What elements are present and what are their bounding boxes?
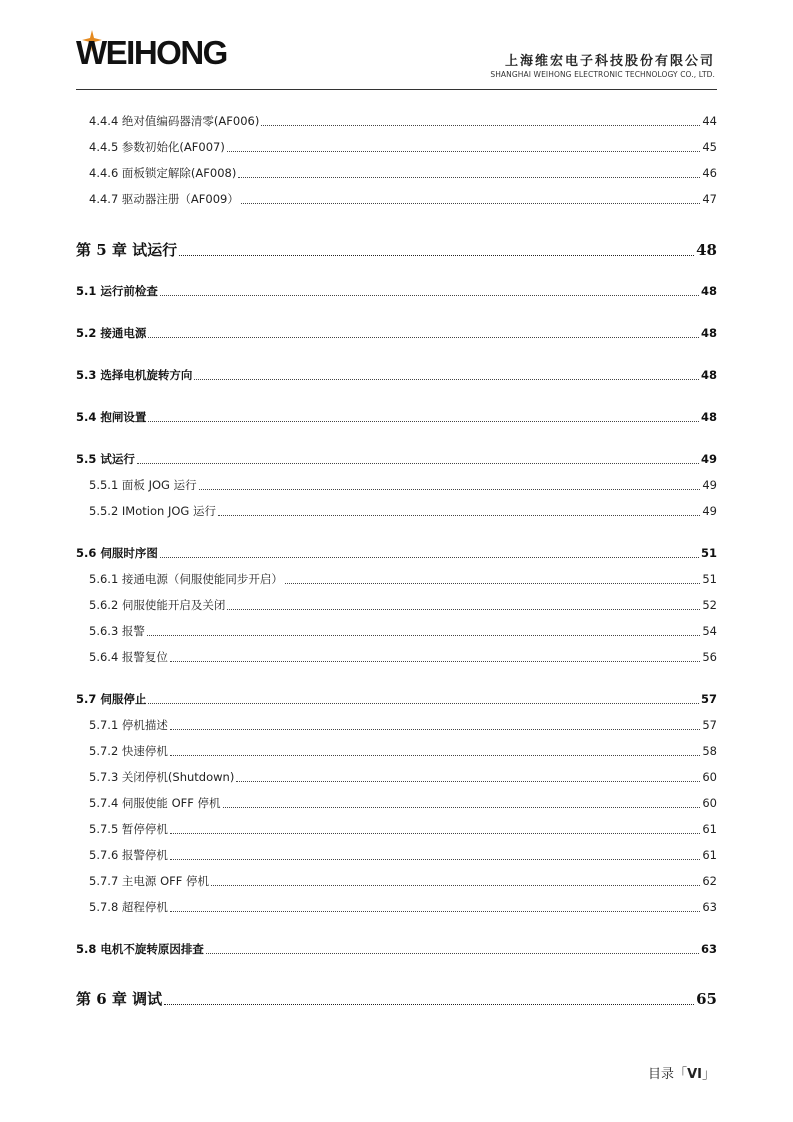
toc-entry-page: 65 <box>696 990 717 1008</box>
toc-entry-title: 5.6.2 伺服使能开启及关闭 <box>89 598 226 612</box>
toc-entry-title: 5.6.1 接通电源（伺服使能同步开启） <box>89 572 283 586</box>
toc-entry-page: 57 <box>702 718 717 732</box>
toc-entry-page: 60 <box>702 796 717 810</box>
toc-entry[interactable] <box>89 717 717 733</box>
toc-entry-page: 51 <box>700 546 717 560</box>
toc-entry[interactable] <box>76 545 717 561</box>
toc-entry[interactable] <box>89 899 717 915</box>
toc-entry-title: 第 6 章 调试 <box>76 990 163 1008</box>
toc-entry[interactable] <box>89 503 717 519</box>
toc-dot-leader <box>261 125 700 126</box>
toc-dot-leader <box>137 463 699 464</box>
toc-entry-page: 51 <box>702 572 717 586</box>
toc-entry[interactable] <box>89 113 717 129</box>
toc-dot-leader <box>179 255 694 256</box>
toc-dot-leader <box>199 489 701 490</box>
toc-entry-page: 58 <box>702 744 717 758</box>
toc-entry-title: 5.4 抱闸设置 <box>76 410 147 424</box>
toc-entry[interactable] <box>76 691 717 707</box>
toc-entry[interactable] <box>89 597 717 613</box>
toc-dot-leader <box>285 583 700 584</box>
toc-entry-title: 4.4.6 面板锁定解除(AF008) <box>89 166 237 180</box>
toc-entry-title: 5.5.2 IMotion JOG 运行 <box>89 504 216 518</box>
company-name-en: SHANGHAI WEIHONG ELECTRONIC TECHNOLOGY CO., LTD. <box>490 70 715 79</box>
toc-dot-leader <box>238 177 700 178</box>
toc-entry-title: 5.8 电机不旋转原因排查 <box>76 942 204 956</box>
footer-page-number: VI <box>687 1067 702 1082</box>
toc-entry[interactable] <box>89 873 717 889</box>
toc-entry-page: 49 <box>702 504 717 518</box>
toc-entry-title: 5.1 运行前检查 <box>76 284 158 298</box>
toc-entry-title: 5.7.5 暂停停机 <box>89 822 168 836</box>
toc-entry-title: 4.4.5 参数初始化(AF007) <box>89 140 225 154</box>
toc-entry-title: 5.7 伺服停止 <box>76 692 147 706</box>
toc-entry-page: 48 <box>696 241 717 259</box>
toc-entry-page: 61 <box>702 822 717 836</box>
toc-entry[interactable] <box>89 847 717 863</box>
toc-entry[interactable] <box>89 191 717 207</box>
toc-entry-title: 4.4.4 绝对值编码器清零(AF006) <box>89 114 260 128</box>
toc-dot-leader <box>160 557 699 558</box>
toc-dot-leader <box>164 1004 694 1005</box>
toc-entry[interactable] <box>89 795 717 811</box>
toc-entry-title: 5.7.7 主电源 OFF 停机 <box>89 874 210 888</box>
toc-dot-leader <box>241 203 701 204</box>
toc-entry-title: 5.5 试运行 <box>76 452 135 466</box>
toc-entry-page: 54 <box>702 624 717 638</box>
toc-entry[interactable] <box>89 743 717 759</box>
toc-dot-leader <box>194 379 699 380</box>
toc-entry[interactable] <box>89 623 717 639</box>
toc-entry-page: 47 <box>702 192 717 206</box>
toc-entry[interactable] <box>76 239 717 260</box>
toc-dot-leader <box>227 151 701 152</box>
company-name-cn: 上海维宏电子科技股份有限公司 <box>504 54 715 69</box>
toc-dot-leader <box>211 885 700 886</box>
toc-entry[interactable] <box>89 165 717 181</box>
toc-entry-page: 46 <box>702 166 717 180</box>
toc-dot-leader <box>170 859 700 860</box>
toc-entry-title: 5.5.1 面板 JOG 运行 <box>89 478 197 492</box>
toc-entry-title: 5.7.4 伺服使能 OFF 停机 <box>89 796 221 810</box>
toc-dot-leader <box>147 635 700 636</box>
toc-entry-title: 5.7.3 关闭停机(Shutdown) <box>89 770 235 784</box>
toc-entry-page: 56 <box>702 650 717 664</box>
toc-entry-title: 5.3 选择电机旋转方向 <box>76 368 193 382</box>
toc-entry-page: 48 <box>700 368 717 382</box>
toc-entry-page: 61 <box>702 848 717 862</box>
toc-entry[interactable] <box>89 571 717 587</box>
toc-dot-leader <box>170 661 700 662</box>
toc-entry-title: 5.7.1 停机描述 <box>89 718 168 732</box>
toc-entry-page: 45 <box>702 140 717 154</box>
toc-entry[interactable] <box>89 649 717 665</box>
toc-entry[interactable] <box>76 367 717 383</box>
toc-dot-leader <box>170 911 700 912</box>
toc-entry-page: 49 <box>700 452 717 466</box>
toc-entry-page: 63 <box>702 900 717 914</box>
toc-entry-page: 63 <box>700 942 717 956</box>
toc-dot-leader <box>148 337 699 338</box>
toc-entry[interactable] <box>76 988 717 1009</box>
page-footer <box>648 1063 715 1082</box>
toc-dot-leader <box>236 781 700 782</box>
toc-entry[interactable] <box>76 941 717 957</box>
footer-label: 目录 <box>648 1067 675 1082</box>
toc-entry-title: 5.6.3 报警 <box>89 624 145 638</box>
toc-entry-title: 5.6 伺服时序图 <box>76 546 158 560</box>
toc-dot-leader <box>206 953 699 954</box>
company-logo: WEIHONG <box>76 34 227 71</box>
footer-close-bracket: 」 <box>701 1067 715 1082</box>
toc-dot-leader <box>227 609 700 610</box>
toc-entry-page: 48 <box>700 326 717 340</box>
toc-entry-page: 52 <box>702 598 717 612</box>
toc-entry-page: 60 <box>702 770 717 784</box>
toc-entry-title: 5.7.2 快速停机 <box>89 744 168 758</box>
toc-entry-page: 57 <box>700 692 717 706</box>
toc-entry[interactable] <box>89 769 717 785</box>
toc-entry-title: 5.2 接通电源 <box>76 326 147 340</box>
toc-dot-leader <box>160 295 699 296</box>
toc-entry[interactable] <box>76 451 717 467</box>
toc-entry-title: 5.7.8 超程停机 <box>89 900 168 914</box>
toc-dot-leader <box>170 833 700 834</box>
toc-entry[interactable] <box>89 821 717 837</box>
toc-entry-title: 4.4.7 驱动器注册（AF009） <box>89 192 239 206</box>
toc-dot-leader <box>170 755 700 756</box>
toc-entry[interactable] <box>89 477 717 493</box>
toc-dot-leader <box>223 807 701 808</box>
toc-entry-page: 49 <box>702 478 717 492</box>
toc-entry[interactable] <box>76 409 717 425</box>
toc-entry[interactable] <box>76 325 717 341</box>
toc-entry-title: 5.6.4 报警复位 <box>89 650 168 664</box>
footer-open-bracket: 「 <box>674 1067 688 1082</box>
page-header <box>0 0 793 95</box>
toc-entry-page: 48 <box>700 284 717 298</box>
toc-dot-leader <box>170 729 700 730</box>
toc-entry-page: 48 <box>700 410 717 424</box>
toc-entry-title: 第 5 章 试运行 <box>76 241 178 259</box>
toc-dot-leader <box>148 421 699 422</box>
toc-entry-title: 5.7.6 报警停机 <box>89 848 168 862</box>
toc-entry-page: 62 <box>702 874 717 888</box>
toc-entry[interactable] <box>89 139 717 155</box>
toc-entry[interactable] <box>76 283 717 299</box>
toc-dot-leader <box>148 703 699 704</box>
toc-dot-leader <box>218 515 700 516</box>
toc-entry-page: 44 <box>702 114 717 128</box>
header-divider <box>76 89 717 90</box>
